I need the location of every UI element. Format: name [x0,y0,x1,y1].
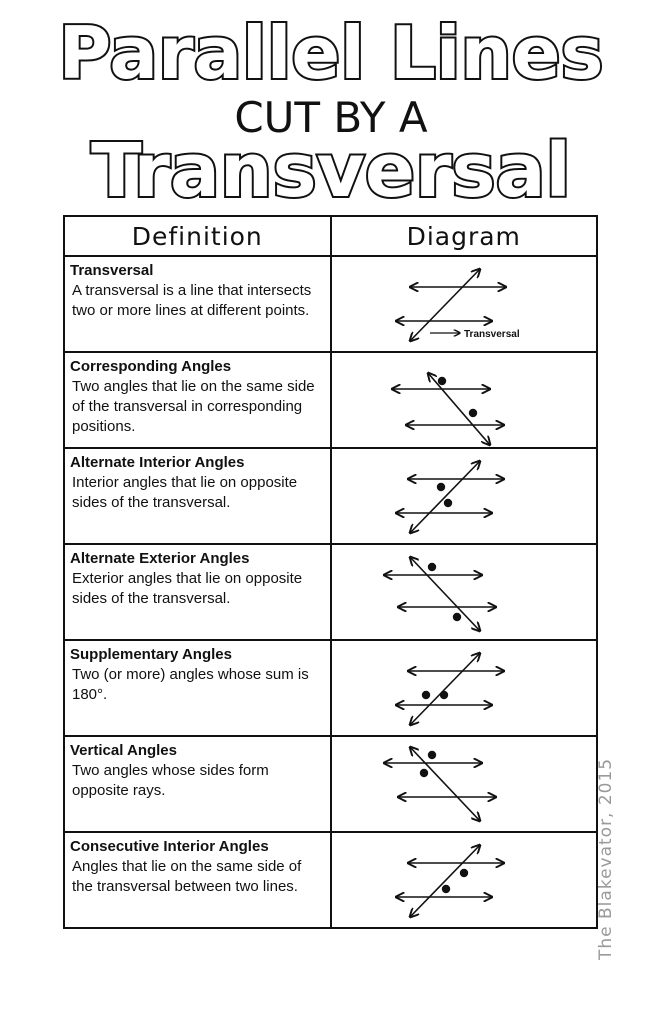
title-line-2: CUT BY A [234,93,428,142]
diagram-corresponding [331,352,598,448]
table-row [64,544,597,640]
term-label: Corresponding Angles [70,358,232,375]
diagram-transversal [331,256,598,352]
term-description: Two (or more) angles whose sum is 180°. [72,666,309,703]
diagram-alt-interior [331,448,598,544]
term-description: Two angles whose sides form opposite rays. [72,762,269,799]
term-description: Interior angles that lie on opposite sides of the transversal. [72,474,298,511]
table-row [64,448,597,544]
table-row [64,352,597,448]
term-label: Alternate Interior Angles [70,454,245,471]
diagram-consecutive [331,832,598,928]
page-title [0,0,662,215]
term-description: Two angles that lie on the same side of the transversal in corresponding positions. [72,378,315,435]
definitions-table [63,215,598,929]
term-description: A transversal is a line that intersects two or more lines at different points. [72,282,312,319]
table-row [64,832,597,928]
term-label: Vertical Angles [70,742,177,759]
header-definition: Definition [64,216,331,256]
diagram-vertical [331,736,598,832]
table-row [64,640,597,736]
transversal-callout: Transversal [463,329,520,340]
term-description: Exterior angles that lie on opposite sides of the transversal. [72,570,303,607]
table-row [64,736,597,832]
term-label: Supplementary Angles [70,646,232,663]
diagram-alt-exterior [331,544,598,640]
diagram-supplementary [331,640,598,736]
term-description: Angles that lie on the same side of the transversal between two lines. [72,858,302,895]
title-line-1: Parallel Lines [58,11,604,95]
header-diagram: Diagram [331,216,598,256]
term-label: Alternate Exterior Angles [70,550,250,567]
table-row [64,256,597,352]
term-label: Consecutive Interior Angles [70,838,269,855]
term-label: Transversal [70,262,154,279]
table-header-row [64,216,597,256]
title-line-3: Transversal [91,128,571,214]
credit-text: The Blakevator, 2015 [596,757,616,960]
